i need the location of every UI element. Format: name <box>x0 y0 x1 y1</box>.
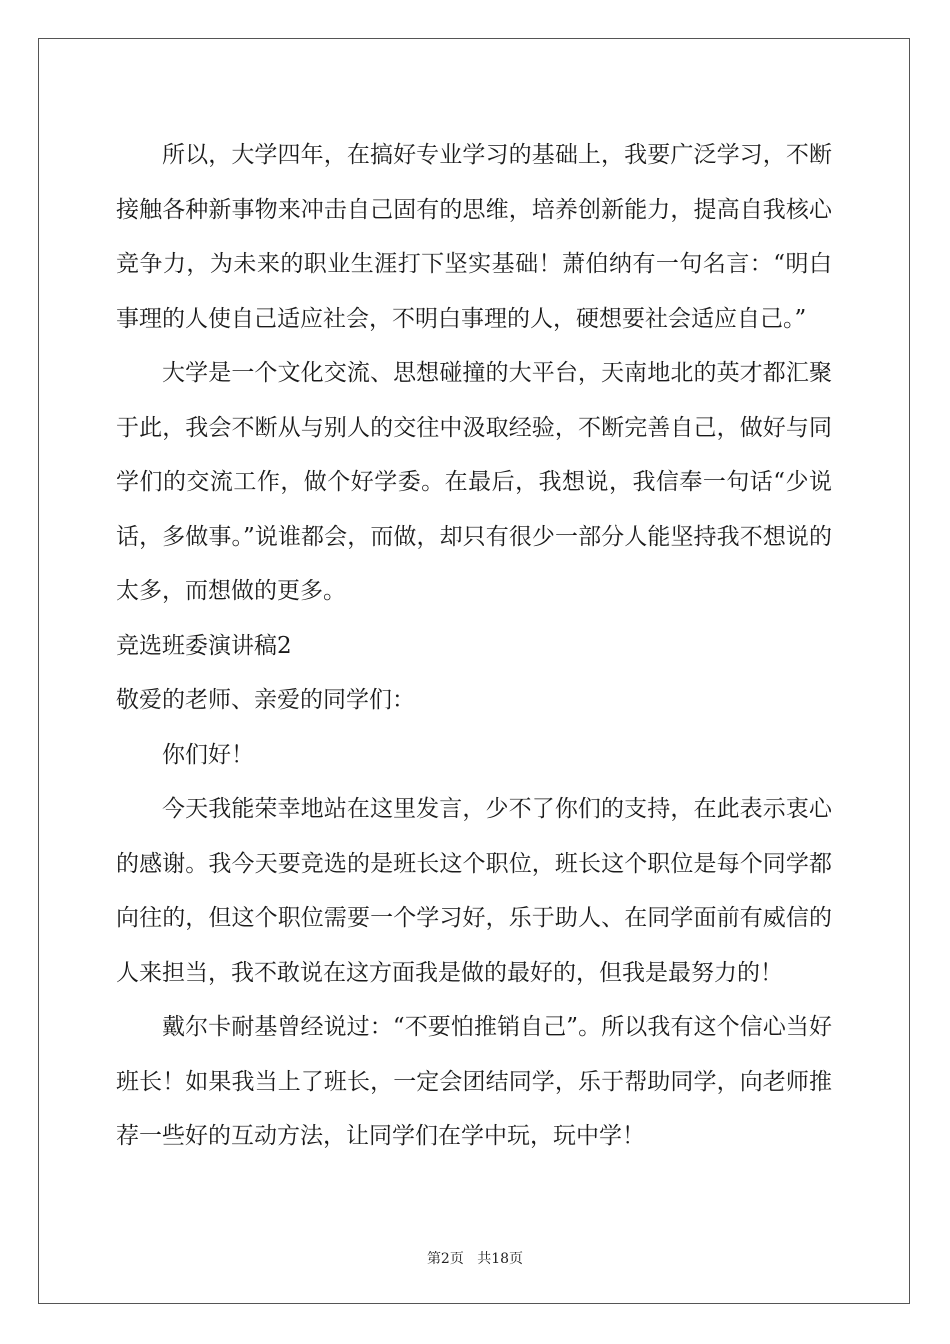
section-title: 竞选班委演讲稿2 <box>116 632 292 659</box>
paragraph-3: 今天我能荣幸地站在这里发言，少不了你们的支持，在此表示衷心的感谢。我今天要竞选的是班长这个职位，班长这个职位是每个同学都向往的，但这个职位需要一个学习好，乐于助人、在同学面前有威信的人来担当，我不敢说在这方面我是做的最好的，但我是最努力的！ <box>116 796 832 986</box>
paragraph-4: 戴尔卡耐基曾经说过：“不要怕推销自己”。所以我有这个信心当好班长！如果我当上了班长，一定会团结同学，乐于帮助同学，向老师推荐一些好的互动方法，让同学们在学中玩，玩中学！ <box>116 1014 832 1149</box>
page-footer <box>0 1248 950 1268</box>
greeting: 你们好！ <box>162 741 254 768</box>
paragraph-2: 大学是一个文化交流、思想碰撞的大平台，天南地北的英才都汇聚于此，我会不断从与别人的交往中汲取经验，不断完善自己，做好与同学们的交流工作，做个好学委。在最后，我想说，我信奉一句话“少说话，多做事。”说谁都会，而做，却只有很少一部分人能坚持我不想说的太多，而想做的更多。 <box>116 360 832 604</box>
paragraph-1: 所以，大学四年，在搞好专业学习的基础上，我要广泛学习，不断接触各种新事物来冲击自己固有的思维，培养创新能力，提高自我核心竞争力，为未来的职业生涯打下坚实基础！萧伯纳有一句名言：“明白事理的人使自己适应社会，不明白事理的人，硬想要社会适应自己。” <box>116 142 832 332</box>
page-number: 第2页 <box>426 1251 464 1267</box>
footer-separator <box>464 1251 477 1267</box>
document-body <box>116 128 832 1164</box>
salutation: 敬爱的老师、亲爱的同学们： <box>116 687 415 713</box>
page-total: 共18页 <box>477 1251 524 1267</box>
